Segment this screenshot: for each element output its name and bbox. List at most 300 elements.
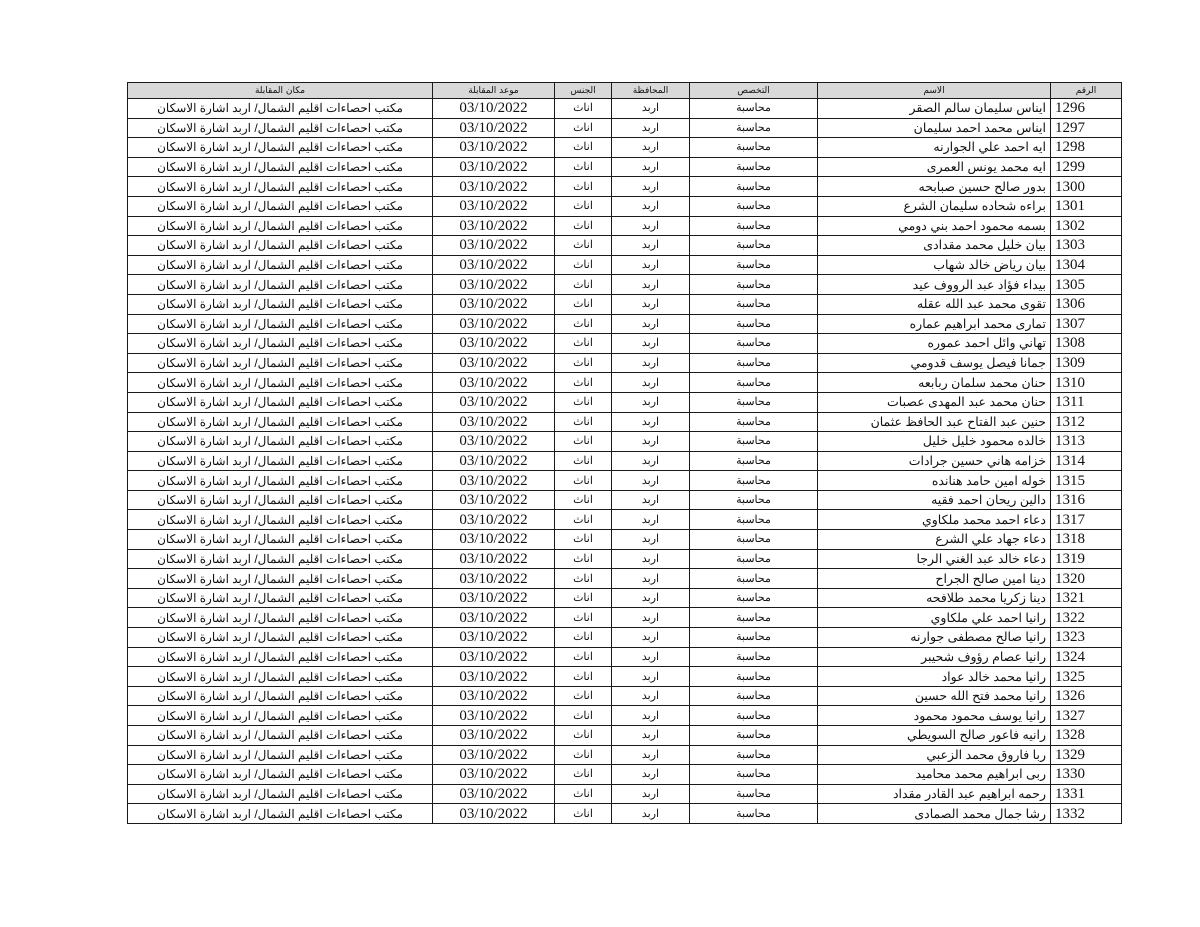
- cell-gender: اناث: [555, 334, 612, 354]
- cell-governorate: اربد: [612, 314, 690, 334]
- cell-interview-date: 03/10/2022: [433, 726, 555, 746]
- table-row: [128, 667, 1122, 687]
- cell-specialization: محاسبة: [690, 412, 818, 432]
- cell-governorate: اربد: [612, 216, 690, 236]
- cell-governorate: اربد: [612, 392, 690, 412]
- header-name: الاسم: [818, 83, 1051, 99]
- cell-name: بيان رياض خالد شهاب: [818, 255, 1051, 275]
- cell-interview-date: 03/10/2022: [433, 647, 555, 667]
- cell-interview-date: 03/10/2022: [433, 628, 555, 648]
- cell-governorate: اربد: [612, 157, 690, 177]
- cell-interview-place: مكتب احصاءات اقليم الشمال/ اربد اشارة الاسكان: [128, 373, 433, 393]
- cell-number: 1311: [1051, 392, 1122, 412]
- cell-gender: اناث: [555, 294, 612, 314]
- cell-governorate: اربد: [612, 138, 690, 158]
- table-row: [128, 275, 1122, 295]
- cell-specialization: محاسبة: [690, 275, 818, 295]
- table-row: [128, 471, 1122, 491]
- cell-interview-date: 03/10/2022: [433, 432, 555, 452]
- cell-gender: اناث: [555, 118, 612, 138]
- cell-name: بدور صالح حسين صبابحه: [818, 177, 1051, 197]
- cell-number: 1300: [1051, 177, 1122, 197]
- table-row: [128, 784, 1122, 804]
- cell-governorate: اربد: [612, 118, 690, 138]
- cell-number: 1303: [1051, 236, 1122, 256]
- cell-governorate: اربد: [612, 412, 690, 432]
- cell-number: 1328: [1051, 726, 1122, 746]
- table-row: [128, 608, 1122, 628]
- cell-specialization: محاسبة: [690, 373, 818, 393]
- table-row: [128, 706, 1122, 726]
- cell-specialization: محاسبة: [690, 745, 818, 765]
- cell-name: رانيا عصام رؤوف شحيبر: [818, 647, 1051, 667]
- cell-specialization: محاسبة: [690, 216, 818, 236]
- cell-specialization: محاسبة: [690, 726, 818, 746]
- cell-name: تمارى محمد ابراهيم عماره: [818, 314, 1051, 334]
- cell-number: 1318: [1051, 530, 1122, 550]
- cell-name: خزامه هاني حسين جرادات: [818, 451, 1051, 471]
- cell-interview-place: مكتب احصاءات اقليم الشمال/ اربد اشارة الاسكان: [128, 334, 433, 354]
- cell-interview-date: 03/10/2022: [433, 549, 555, 569]
- cell-governorate: اربد: [612, 196, 690, 216]
- cell-gender: اناث: [555, 275, 612, 295]
- cell-specialization: محاسبة: [690, 99, 818, 119]
- table-row: [128, 745, 1122, 765]
- cell-gender: اناث: [555, 549, 612, 569]
- cell-name: رانيا محمد خالد عواد: [818, 667, 1051, 687]
- cell-interview-date: 03/10/2022: [433, 667, 555, 687]
- cell-specialization: محاسبة: [690, 236, 818, 256]
- cell-interview-date: 03/10/2022: [433, 157, 555, 177]
- cell-governorate: اربد: [612, 236, 690, 256]
- table-row: [128, 334, 1122, 354]
- cell-specialization: محاسبة: [690, 765, 818, 785]
- cell-number: 1329: [1051, 745, 1122, 765]
- cell-name: تقوى محمد عبد الله عقله: [818, 294, 1051, 314]
- cell-interview-place: مكتب احصاءات اقليم الشمال/ اربد اشارة الاسكان: [128, 588, 433, 608]
- cell-interview-date: 03/10/2022: [433, 177, 555, 197]
- cell-name: بسمه محمود احمد بني دومي: [818, 216, 1051, 236]
- cell-governorate: اربد: [612, 804, 690, 824]
- cell-number: 1307: [1051, 314, 1122, 334]
- cell-interview-date: 03/10/2022: [433, 118, 555, 138]
- cell-gender: اناث: [555, 353, 612, 373]
- cell-governorate: اربد: [612, 549, 690, 569]
- cell-interview-place: مكتب احصاءات اقليم الشمال/ اربد اشارة الاسكان: [128, 804, 433, 824]
- cell-interview-place: مكتب احصاءات اقليم الشمال/ اربد اشارة الاسكان: [128, 294, 433, 314]
- cell-name: دينا زكريا محمد طلافحه: [818, 588, 1051, 608]
- cell-number: 1327: [1051, 706, 1122, 726]
- cell-name: خالده محمود خليل خليل: [818, 432, 1051, 452]
- cell-name: جمانا فيصل يوسف قدومي: [818, 353, 1051, 373]
- cell-name: دعاء خالد عبد الغني الرجا: [818, 549, 1051, 569]
- cell-specialization: محاسبة: [690, 353, 818, 373]
- cell-gender: اناث: [555, 628, 612, 648]
- cell-interview-place: مكتب احصاءات اقليم الشمال/ اربد اشارة الاسكان: [128, 236, 433, 256]
- cell-name: حنين عبد الفتاح عبد الحافظ عثمان: [818, 412, 1051, 432]
- cell-interview-date: 03/10/2022: [433, 745, 555, 765]
- cell-number: 1314: [1051, 451, 1122, 471]
- table-row: [128, 804, 1122, 824]
- cell-number: 1309: [1051, 353, 1122, 373]
- cell-interview-place: مكتب احصاءات اقليم الشمال/ اربد اشارة الاسكان: [128, 99, 433, 119]
- cell-governorate: اربد: [612, 490, 690, 510]
- table-row: [128, 118, 1122, 138]
- cell-interview-place: مكتب احصاءات اقليم الشمال/ اربد اشارة الاسكان: [128, 686, 433, 706]
- cell-interview-date: 03/10/2022: [433, 99, 555, 119]
- cell-interview-date: 03/10/2022: [433, 706, 555, 726]
- cell-governorate: اربد: [612, 569, 690, 589]
- table-row: [128, 353, 1122, 373]
- cell-number: 1330: [1051, 765, 1122, 785]
- cell-gender: اناث: [555, 216, 612, 236]
- cell-number: 1321: [1051, 588, 1122, 608]
- cell-gender: اناث: [555, 608, 612, 628]
- cell-interview-date: 03/10/2022: [433, 412, 555, 432]
- header-governorate: المحافظة: [612, 83, 690, 99]
- cell-name: بيان خليل محمد مقدادى: [818, 236, 1051, 256]
- cell-interview-date: 03/10/2022: [433, 373, 555, 393]
- cell-interview-place: مكتب احصاءات اقليم الشمال/ اربد اشارة الاسكان: [128, 530, 433, 550]
- cell-specialization: محاسبة: [690, 569, 818, 589]
- cell-governorate: اربد: [612, 275, 690, 295]
- cell-interview-place: مكتب احصاءات اقليم الشمال/ اربد اشارة الاسكان: [128, 451, 433, 471]
- cell-gender: اناث: [555, 314, 612, 334]
- cell-number: 1332: [1051, 804, 1122, 824]
- header-gender: الجنس: [555, 83, 612, 99]
- table-row: [128, 588, 1122, 608]
- cell-interview-date: 03/10/2022: [433, 255, 555, 275]
- cell-gender: اناث: [555, 432, 612, 452]
- cell-interview-date: 03/10/2022: [433, 275, 555, 295]
- cell-name: رشا جمال محمد الصمادى: [818, 804, 1051, 824]
- table-row: [128, 99, 1122, 119]
- cell-gender: اناث: [555, 647, 612, 667]
- header-number: الرقم: [1051, 83, 1122, 99]
- cell-governorate: اربد: [612, 99, 690, 119]
- cell-interview-date: 03/10/2022: [433, 294, 555, 314]
- cell-governorate: اربد: [612, 530, 690, 550]
- table-row: [128, 294, 1122, 314]
- cell-name: رانيا يوسف محمود محمود: [818, 706, 1051, 726]
- cell-governorate: اربد: [612, 647, 690, 667]
- cell-gender: اناث: [555, 765, 612, 785]
- cell-interview-place: مكتب احصاءات اقليم الشمال/ اربد اشارة الاسكان: [128, 745, 433, 765]
- cell-interview-place: مكتب احصاءات اقليم الشمال/ اربد اشارة الاسكان: [128, 392, 433, 412]
- cell-interview-date: 03/10/2022: [433, 471, 555, 491]
- table-row: [128, 628, 1122, 648]
- cell-interview-place: مكتب احصاءات اقليم الشمال/ اربد اشارة الاسكان: [128, 353, 433, 373]
- cell-interview-place: مكتب احصاءات اقليم الشمال/ اربد اشارة الاسكان: [128, 275, 433, 295]
- table-row: [128, 510, 1122, 530]
- table-row: [128, 138, 1122, 158]
- cell-gender: اناث: [555, 255, 612, 275]
- cell-governorate: اربد: [612, 255, 690, 275]
- cell-number: 1320: [1051, 569, 1122, 589]
- table-row: [128, 726, 1122, 746]
- cell-interview-place: مكتب احصاءات اقليم الشمال/ اربد اشارة الاسكان: [128, 490, 433, 510]
- cell-interview-date: 03/10/2022: [433, 490, 555, 510]
- cell-governorate: اربد: [612, 471, 690, 491]
- cell-specialization: محاسبة: [690, 432, 818, 452]
- cell-governorate: اربد: [612, 588, 690, 608]
- candidates-table: [127, 82, 1122, 824]
- cell-interview-date: 03/10/2022: [433, 569, 555, 589]
- cell-governorate: اربد: [612, 510, 690, 530]
- table-row: [128, 216, 1122, 236]
- cell-interview-date: 03/10/2022: [433, 510, 555, 530]
- cell-governorate: اربد: [612, 373, 690, 393]
- cell-interview-date: 03/10/2022: [433, 588, 555, 608]
- cell-interview-place: مكتب احصاءات اقليم الشمال/ اربد اشارة الاسكان: [128, 471, 433, 491]
- cell-gender: اناث: [555, 373, 612, 393]
- cell-name: ربى ابراهيم محمد محاميد: [818, 765, 1051, 785]
- cell-specialization: محاسبة: [690, 686, 818, 706]
- cell-specialization: محاسبة: [690, 392, 818, 412]
- cell-name: براءه شحاده سليمان الشرع: [818, 196, 1051, 216]
- cell-gender: اناث: [555, 157, 612, 177]
- cell-interview-date: 03/10/2022: [433, 334, 555, 354]
- cell-specialization: محاسبة: [690, 647, 818, 667]
- cell-interview-date: 03/10/2022: [433, 236, 555, 256]
- cell-name: دالين ريحان احمد فقيه: [818, 490, 1051, 510]
- cell-gender: اناث: [555, 588, 612, 608]
- cell-interview-place: مكتب احصاءات اقليم الشمال/ اربد اشارة الاسكان: [128, 196, 433, 216]
- cell-specialization: محاسبة: [690, 294, 818, 314]
- cell-specialization: محاسبة: [690, 588, 818, 608]
- cell-gender: اناث: [555, 392, 612, 412]
- cell-specialization: محاسبة: [690, 334, 818, 354]
- cell-name: رانيا محمد فتح الله حسين: [818, 686, 1051, 706]
- cell-specialization: محاسبة: [690, 530, 818, 550]
- cell-number: 1319: [1051, 549, 1122, 569]
- cell-name: رانيه فاعور صالح السويطي: [818, 726, 1051, 746]
- cell-governorate: اربد: [612, 294, 690, 314]
- cell-name: دعاء احمد محمد ملكاوي: [818, 510, 1051, 530]
- cell-interview-place: مكتب احصاءات اقليم الشمال/ اربد اشارة الاسكان: [128, 726, 433, 746]
- cell-interview-date: 03/10/2022: [433, 353, 555, 373]
- cell-gender: اناث: [555, 667, 612, 687]
- table-row: [128, 647, 1122, 667]
- table-row: [128, 490, 1122, 510]
- cell-specialization: محاسبة: [690, 628, 818, 648]
- table-row: [128, 392, 1122, 412]
- table-row: [128, 373, 1122, 393]
- table-header-row: [128, 83, 1122, 99]
- cell-interview-place: مكتب احصاءات اقليم الشمال/ اربد اشارة الاسكان: [128, 765, 433, 785]
- table-row: [128, 686, 1122, 706]
- cell-interview-date: 03/10/2022: [433, 765, 555, 785]
- cell-interview-date: 03/10/2022: [433, 530, 555, 550]
- cell-governorate: اربد: [612, 451, 690, 471]
- cell-specialization: محاسبة: [690, 667, 818, 687]
- cell-interview-place: مكتب احصاءات اقليم الشمال/ اربد اشارة الاسكان: [128, 118, 433, 138]
- cell-governorate: اربد: [612, 432, 690, 452]
- cell-interview-date: 03/10/2022: [433, 138, 555, 158]
- header-interview-date: موعد المقابلة: [433, 83, 555, 99]
- table-row: [128, 432, 1122, 452]
- interview-schedule-sheet: [127, 82, 1121, 824]
- cell-specialization: محاسبة: [690, 255, 818, 275]
- cell-interview-place: مكتب احصاءات اقليم الشمال/ اربد اشارة الاسكان: [128, 667, 433, 687]
- cell-specialization: محاسبة: [690, 549, 818, 569]
- cell-specialization: محاسبة: [690, 118, 818, 138]
- cell-name: دعاء جهاد علي الشرع: [818, 530, 1051, 550]
- table-row: [128, 236, 1122, 256]
- cell-interview-place: مكتب احصاءات اقليم الشمال/ اربد اشارة الاسكان: [128, 549, 433, 569]
- cell-interview-place: مكتب احصاءات اقليم الشمال/ اربد اشارة الاسكان: [128, 412, 433, 432]
- cell-interview-place: مكتب احصاءات اقليم الشمال/ اربد اشارة الاسكان: [128, 314, 433, 334]
- cell-name: حنان محمد عبد المهدى عصبات: [818, 392, 1051, 412]
- cell-number: 1312: [1051, 412, 1122, 432]
- cell-gender: اناث: [555, 490, 612, 510]
- cell-specialization: محاسبة: [690, 196, 818, 216]
- cell-name: ايه احمد علي الجوارنه: [818, 138, 1051, 158]
- table-row: [128, 530, 1122, 550]
- cell-number: 1322: [1051, 608, 1122, 628]
- cell-name: بيداء فؤاد عبد الرووف عيد: [818, 275, 1051, 295]
- cell-governorate: اربد: [612, 353, 690, 373]
- cell-specialization: محاسبة: [690, 177, 818, 197]
- cell-number: 1298: [1051, 138, 1122, 158]
- cell-governorate: اربد: [612, 686, 690, 706]
- cell-governorate: اربد: [612, 628, 690, 648]
- cell-gender: اناث: [555, 804, 612, 824]
- cell-number: 1305: [1051, 275, 1122, 295]
- table-row: [128, 569, 1122, 589]
- cell-governorate: اربد: [612, 334, 690, 354]
- cell-specialization: محاسبة: [690, 706, 818, 726]
- cell-gender: اناث: [555, 706, 612, 726]
- cell-governorate: اربد: [612, 608, 690, 628]
- table-row: [128, 196, 1122, 216]
- cell-name: ايناس سليمان سالم الصقر: [818, 99, 1051, 119]
- cell-interview-place: مكتب احصاءات اقليم الشمال/ اربد اشارة الاسكان: [128, 706, 433, 726]
- cell-gender: اناث: [555, 236, 612, 256]
- cell-governorate: اربد: [612, 177, 690, 197]
- cell-specialization: محاسبة: [690, 451, 818, 471]
- cell-interview-place: مكتب احصاءات اقليم الشمال/ اربد اشارة الاسكان: [128, 157, 433, 177]
- cell-number: 1301: [1051, 196, 1122, 216]
- cell-interview-date: 03/10/2022: [433, 196, 555, 216]
- cell-number: 1296: [1051, 99, 1122, 119]
- cell-interview-date: 03/10/2022: [433, 784, 555, 804]
- header-specialization: التخصص: [690, 83, 818, 99]
- cell-gender: اناث: [555, 196, 612, 216]
- cell-number: 1325: [1051, 667, 1122, 687]
- cell-interview-date: 03/10/2022: [433, 392, 555, 412]
- cell-specialization: محاسبة: [690, 804, 818, 824]
- cell-name: ايه محمد يونس العمرى: [818, 157, 1051, 177]
- cell-governorate: اربد: [612, 784, 690, 804]
- cell-interview-place: مكتب احصاءات اقليم الشمال/ اربد اشارة الاسكان: [128, 608, 433, 628]
- cell-gender: اناث: [555, 99, 612, 119]
- cell-name: رانيا صالح مصطفى جوارنه: [818, 628, 1051, 648]
- cell-gender: اناث: [555, 177, 612, 197]
- cell-specialization: محاسبة: [690, 784, 818, 804]
- cell-governorate: اربد: [612, 667, 690, 687]
- cell-number: 1315: [1051, 471, 1122, 491]
- cell-interview-place: مكتب احصاءات اقليم الشمال/ اربد اشارة الاسكان: [128, 432, 433, 452]
- cell-governorate: اربد: [612, 745, 690, 765]
- cell-interview-date: 03/10/2022: [433, 804, 555, 824]
- cell-number: 1326: [1051, 686, 1122, 706]
- cell-gender: اناث: [555, 726, 612, 746]
- cell-interview-place: مكتب احصاءات اقليم الشمال/ اربد اشارة الاسكان: [128, 628, 433, 648]
- cell-number: 1302: [1051, 216, 1122, 236]
- cell-specialization: محاسبة: [690, 157, 818, 177]
- table-row: [128, 451, 1122, 471]
- cell-gender: اناث: [555, 138, 612, 158]
- cell-specialization: محاسبة: [690, 471, 818, 491]
- cell-interview-place: مكتب احصاءات اقليم الشمال/ اربد اشارة الاسكان: [128, 216, 433, 236]
- table-row: [128, 157, 1122, 177]
- cell-interview-place: مكتب احصاءات اقليم الشمال/ اربد اشارة الاسكان: [128, 177, 433, 197]
- cell-specialization: محاسبة: [690, 314, 818, 334]
- cell-gender: اناث: [555, 451, 612, 471]
- cell-interview-place: مكتب احصاءات اقليم الشمال/ اربد اشارة الاسكان: [128, 255, 433, 275]
- cell-governorate: اربد: [612, 726, 690, 746]
- cell-interview-date: 03/10/2022: [433, 686, 555, 706]
- cell-number: 1324: [1051, 647, 1122, 667]
- cell-interview-date: 03/10/2022: [433, 216, 555, 236]
- cell-specialization: محاسبة: [690, 490, 818, 510]
- table-row: [128, 177, 1122, 197]
- cell-interview-place: مكتب احصاءات اقليم الشمال/ اربد اشارة الاسكان: [128, 569, 433, 589]
- cell-gender: اناث: [555, 784, 612, 804]
- cell-gender: اناث: [555, 686, 612, 706]
- cell-interview-date: 03/10/2022: [433, 451, 555, 471]
- cell-specialization: محاسبة: [690, 608, 818, 628]
- cell-name: حنان محمد سلمان ربابعه: [818, 373, 1051, 393]
- table-row: [128, 314, 1122, 334]
- table-row: [128, 765, 1122, 785]
- cell-number: 1310: [1051, 373, 1122, 393]
- cell-name: رحمه ابراهيم عبد القادر مقداد: [818, 784, 1051, 804]
- cell-name: ايناس محمد احمد سليمان: [818, 118, 1051, 138]
- cell-interview-place: مكتب احصاءات اقليم الشمال/ اربد اشارة الاسكان: [128, 647, 433, 667]
- cell-number: 1304: [1051, 255, 1122, 275]
- cell-name: ربا فاروق محمد الزعبي: [818, 745, 1051, 765]
- cell-interview-date: 03/10/2022: [433, 608, 555, 628]
- cell-number: 1308: [1051, 334, 1122, 354]
- cell-number: 1316: [1051, 490, 1122, 510]
- table-row: [128, 549, 1122, 569]
- cell-governorate: اربد: [612, 706, 690, 726]
- cell-number: 1313: [1051, 432, 1122, 452]
- table-row: [128, 412, 1122, 432]
- cell-gender: اناث: [555, 530, 612, 550]
- cell-interview-place: مكتب احصاءات اقليم الشمال/ اربد اشارة الاسكان: [128, 138, 433, 158]
- table-row: [128, 255, 1122, 275]
- table-body: [128, 99, 1122, 824]
- cell-interview-place: مكتب احصاءات اقليم الشمال/ اربد اشارة الاسكان: [128, 510, 433, 530]
- cell-number: 1306: [1051, 294, 1122, 314]
- cell-interview-date: 03/10/2022: [433, 314, 555, 334]
- cell-number: 1297: [1051, 118, 1122, 138]
- cell-gender: اناث: [555, 412, 612, 432]
- cell-name: خوله امين حامد هنانده: [818, 471, 1051, 491]
- cell-name: دينا امين صالح الجراح: [818, 569, 1051, 589]
- cell-specialization: محاسبة: [690, 510, 818, 530]
- cell-gender: اناث: [555, 471, 612, 491]
- cell-number: 1299: [1051, 157, 1122, 177]
- cell-interview-place: مكتب احصاءات اقليم الشمال/ اربد اشارة الاسكان: [128, 784, 433, 804]
- cell-gender: اناث: [555, 569, 612, 589]
- cell-number: 1317: [1051, 510, 1122, 530]
- cell-specialization: محاسبة: [690, 138, 818, 158]
- cell-gender: اناث: [555, 510, 612, 530]
